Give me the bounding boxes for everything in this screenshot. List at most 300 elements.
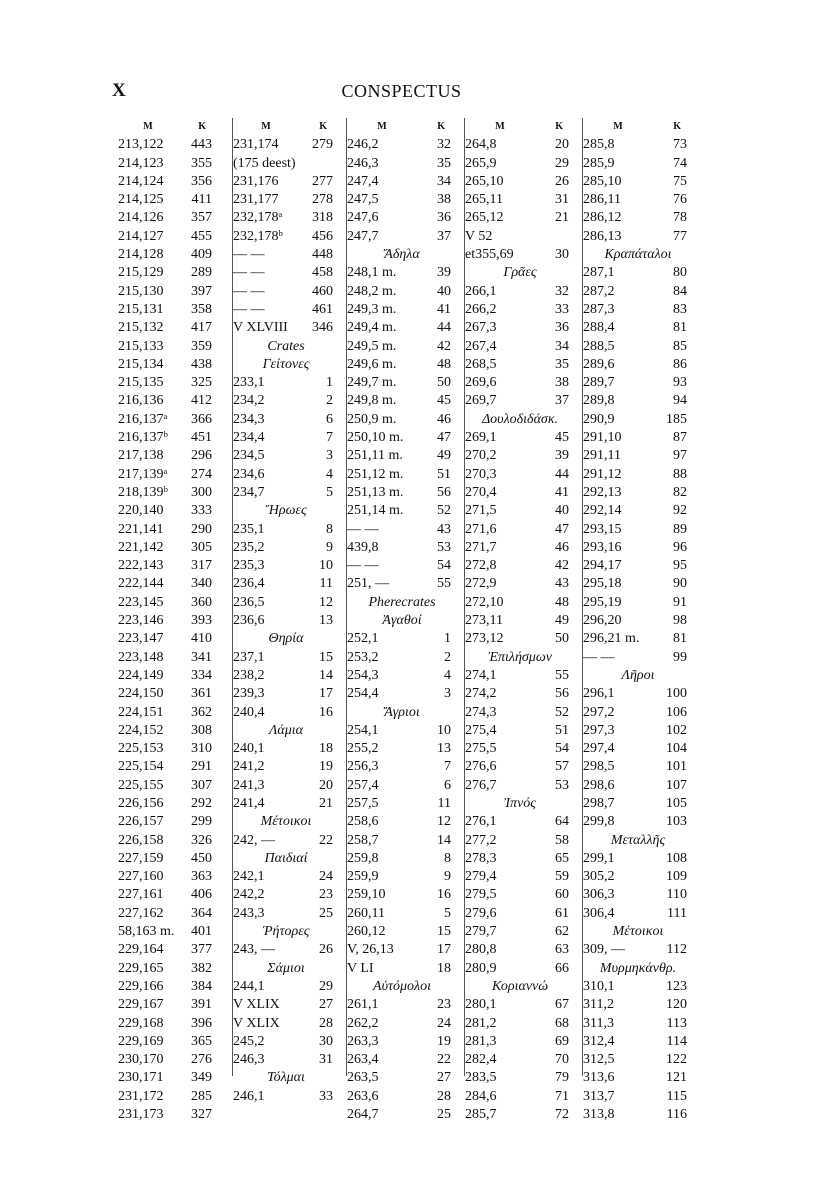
m-reference: 263,3 (347, 1033, 379, 1049)
m-reference: 285,10 (583, 173, 622, 189)
k-number: 6 (326, 411, 333, 427)
concordance-row (583, 447, 693, 465)
k-number: 290 (191, 521, 212, 537)
k-number: 116 (666, 1107, 687, 1123)
k-number: 26 (555, 173, 569, 189)
concordance-row (465, 960, 575, 978)
m-reference: 237,1 (233, 649, 265, 665)
conspectus-column-1 (118, 118, 218, 1123)
section-heading-text: Λῆροι (621, 667, 655, 683)
m-reference: 231,173 (118, 1107, 164, 1123)
m-reference: 266,2 (465, 301, 497, 317)
m-reference: 295,19 (583, 594, 622, 610)
m-reference: 259,9 (347, 869, 379, 885)
concordance-row (118, 301, 218, 319)
k-number: 3 (326, 448, 333, 464)
m-reference: 249,7 m. (347, 375, 397, 391)
m-reference: 214,126 (118, 210, 164, 226)
m-reference: 255,2 (347, 741, 379, 757)
concordance-row (118, 832, 218, 850)
header-m: M (143, 121, 153, 132)
concordance-row (118, 649, 218, 667)
concordance-row (347, 283, 457, 301)
concordance-row (465, 1088, 575, 1106)
m-reference: 289,7 (583, 375, 615, 391)
m-reference: 231,177 (233, 192, 279, 208)
m-reference: 296,21 m. (583, 631, 640, 647)
k-number: 81 (673, 631, 687, 647)
k-number: 58 (555, 832, 569, 848)
k-number: 279 (312, 137, 333, 153)
m-reference: 249,3 m. (347, 301, 397, 317)
section-heading-text: Παιδιαί (264, 850, 308, 866)
m-reference: 270,3 (465, 466, 497, 482)
m-reference: 226,156 (118, 795, 164, 811)
section-heading-text: Pherecrates (368, 594, 436, 610)
concordance-row (118, 1015, 218, 1033)
k-number: 94 (673, 393, 687, 409)
section-heading-text: Ἄδηλα (384, 247, 420, 263)
m-reference: 264,7 (347, 1107, 379, 1123)
m-reference: 263,6 (347, 1088, 379, 1104)
concordance-row (233, 978, 339, 996)
k-number: 396 (191, 1015, 212, 1031)
m-reference: 252,1 (347, 631, 379, 647)
m-reference: 264,8 (465, 137, 497, 153)
k-number: 17 (437, 942, 451, 958)
m-reference: 272,9 (465, 576, 497, 592)
m-reference: 215,134 (118, 356, 164, 372)
k-number: 289 (191, 265, 212, 281)
k-number: 123 (666, 978, 687, 994)
k-number: 11 (437, 795, 451, 811)
concordance-row (118, 246, 218, 264)
m-reference: 276,1 (465, 814, 497, 830)
k-number: 362 (191, 704, 212, 720)
m-reference: 312,5 (583, 1052, 615, 1068)
m-reference: 271,7 (465, 539, 497, 555)
section-heading-text: Ἰπνός (504, 795, 536, 811)
section-heading (583, 923, 693, 941)
k-number: 14 (437, 832, 451, 848)
k-number: 110 (666, 887, 687, 903)
concordance-row (465, 466, 575, 484)
concordance-row (347, 960, 457, 978)
page-title: CONSPECTUS (341, 81, 462, 101)
m-reference: 276,6 (465, 759, 497, 775)
section-heading-text: Τόλμαι (267, 1070, 305, 1086)
header-k: K (673, 121, 681, 132)
m-reference: 251, — (347, 576, 389, 592)
k-number: 85 (673, 338, 687, 354)
k-number: 108 (666, 850, 687, 866)
m-reference: 292,14 (583, 503, 622, 519)
concordance-row (118, 1033, 218, 1051)
m-reference: 439,8 (347, 539, 379, 555)
m-reference: 280,8 (465, 942, 497, 958)
k-number: 307 (191, 777, 212, 793)
concordance-row (583, 850, 693, 868)
concordance-row (118, 411, 218, 429)
m-reference: 224,150 (118, 686, 164, 702)
concordance-row (583, 704, 693, 722)
m-reference: 246,1 (233, 1088, 265, 1104)
k-number: 106 (666, 704, 687, 720)
m-reference: 238,2 (233, 667, 265, 683)
section-heading (233, 338, 339, 356)
concordance-row (465, 722, 575, 740)
k-number: 11 (319, 576, 333, 592)
concordance-row (347, 1033, 457, 1051)
m-reference: 227,160 (118, 869, 164, 885)
concordance-row (118, 996, 218, 1014)
section-heading (233, 722, 339, 740)
m-reference: 223,147 (118, 631, 164, 647)
section-heading (465, 795, 575, 813)
section-heading-text: Crates (267, 338, 305, 354)
k-number: 341 (191, 649, 212, 665)
k-number: 38 (437, 192, 451, 208)
concordance-row (118, 502, 218, 520)
k-number: 24 (319, 869, 333, 885)
m-reference: — — (583, 649, 615, 665)
m-reference: 215,131 (118, 301, 164, 317)
concordance-row (347, 374, 457, 392)
concordance-row (233, 905, 339, 923)
m-reference: 213,122 (118, 137, 164, 153)
m-reference: 215,135 (118, 375, 164, 391)
k-number: 74 (673, 155, 687, 171)
k-number: 37 (555, 393, 569, 409)
section-heading (347, 704, 457, 722)
m-reference: 299,1 (583, 850, 615, 866)
k-number: 18 (437, 960, 451, 976)
k-number: 35 (555, 356, 569, 372)
m-reference: 251,13 m. (347, 484, 404, 500)
m-reference: 235,1 (233, 521, 265, 537)
concordance-row (465, 209, 575, 227)
section-heading-text: Ἀγαθοί (382, 613, 422, 629)
m-reference: 257,5 (347, 795, 379, 811)
k-number: 111 (667, 905, 687, 921)
concordance-row (583, 1015, 693, 1033)
k-number: 29 (555, 155, 569, 171)
k-number: 77 (673, 228, 687, 244)
concordance-row (118, 466, 218, 484)
section-heading (465, 411, 575, 429)
k-number: 67 (555, 997, 569, 1013)
concordance-row (347, 173, 457, 191)
concordance-row (583, 996, 693, 1014)
m-reference: 262,2 (347, 1015, 379, 1031)
k-number: 23 (437, 997, 451, 1013)
concordance-row (118, 374, 218, 392)
k-number: 8 (444, 850, 451, 866)
m-reference: 248,2 m. (347, 283, 397, 299)
section-heading (233, 1069, 339, 1087)
concordance-row (347, 923, 457, 941)
k-number: 30 (555, 247, 569, 263)
concordance-row (465, 886, 575, 904)
m-reference: 265,10 (465, 173, 504, 189)
k-number: 401 (191, 924, 212, 940)
m-reference: 269,1 (465, 430, 497, 446)
m-reference: 293,16 (583, 539, 622, 555)
k-number: 417 (191, 320, 212, 336)
concordance-row (233, 996, 339, 1014)
concordance-row (233, 484, 339, 502)
k-number: 49 (555, 613, 569, 629)
k-number: 44 (555, 466, 569, 482)
concordance-row (118, 795, 218, 813)
k-number: 41 (437, 301, 451, 317)
k-number: 61 (555, 905, 569, 921)
m-reference: 229,164 (118, 942, 164, 958)
concordance-row (118, 886, 218, 904)
k-number: 64 (555, 814, 569, 830)
k-number: 80 (673, 265, 687, 281)
m-reference: 288,5 (583, 338, 615, 354)
concordance-row (118, 392, 218, 410)
section-heading (233, 960, 339, 978)
m-reference: 242, — (233, 832, 275, 848)
k-number: 65 (555, 850, 569, 866)
concordance-row (465, 832, 575, 850)
concordance-row (347, 722, 457, 740)
concordance-row (583, 392, 693, 410)
k-number: 412 (191, 393, 212, 409)
m-reference: 254,3 (347, 667, 379, 683)
concordance-row (347, 905, 457, 923)
concordance-row (583, 411, 693, 429)
k-number: 410 (191, 631, 212, 647)
section-heading (583, 667, 693, 685)
column-header (583, 118, 693, 136)
section-heading-text: Δουλοδιδάσκ. (481, 411, 559, 427)
m-reference: 222,143 (118, 558, 164, 574)
k-number: 292 (191, 795, 212, 811)
k-number: 3 (444, 686, 451, 702)
section-heading (347, 978, 457, 996)
concordance-row (118, 575, 218, 593)
concordance-row (465, 447, 575, 465)
m-reference: 236,4 (233, 576, 265, 592)
k-number: 54 (555, 741, 569, 757)
k-number: 42 (437, 338, 451, 354)
k-number: 333 (191, 503, 212, 519)
concordance-row (118, 209, 218, 227)
m-reference: 246,3 (347, 155, 379, 171)
k-number: 49 (437, 448, 451, 464)
concordance-row (465, 923, 575, 941)
conspectus-column-3 (346, 118, 457, 1123)
k-number: 31 (319, 1052, 333, 1068)
concordance-row (347, 136, 457, 154)
concordance-row (118, 173, 218, 191)
k-number (539, 228, 575, 246)
m-reference: 278,3 (465, 850, 497, 866)
concordance-row (233, 1033, 339, 1051)
concordance-row (118, 136, 218, 154)
m-reference: 223,145 (118, 594, 164, 610)
k-number: 409 (191, 247, 212, 263)
k-number: 59 (555, 869, 569, 885)
m-reference: 249,5 m. (347, 338, 397, 354)
m-reference: 231,172 (118, 1088, 164, 1104)
concordance-row (583, 1069, 693, 1087)
m-reference: 283,5 (465, 1070, 497, 1086)
m-reference: 275,5 (465, 741, 497, 757)
concordance-row (583, 1088, 693, 1106)
k-number: 21 (555, 210, 569, 226)
m-reference: 235,3 (233, 558, 265, 574)
concordance-row (233, 740, 339, 758)
concordance-row (583, 1051, 693, 1069)
section-heading (233, 923, 339, 941)
m-reference: 250,10 m. (347, 430, 404, 446)
column-header (347, 118, 457, 136)
k-number: 305 (191, 539, 212, 555)
m-reference: 289,6 (583, 356, 615, 372)
k-number (303, 155, 339, 173)
k-number: 70 (555, 1052, 569, 1068)
m-reference: 305,2 (583, 869, 615, 885)
k-number: 87 (673, 430, 687, 446)
concordance-row (118, 1051, 218, 1069)
k-number: 334 (191, 667, 212, 683)
m-reference: 276,7 (465, 777, 497, 793)
concordance-row (233, 392, 339, 410)
k-number: 72 (555, 1107, 569, 1123)
concordance-row (465, 685, 575, 703)
concordance-row (233, 575, 339, 593)
concordance-row (118, 685, 218, 703)
m-reference: 313,6 (583, 1070, 615, 1086)
k-number: 82 (673, 484, 687, 500)
k-number: 277 (312, 173, 333, 189)
m-reference: 216,136 (118, 393, 164, 409)
m-reference: 266,1 (465, 283, 497, 299)
concordance-row (583, 521, 693, 539)
concordance-row (347, 667, 457, 685)
k-number: 109 (666, 869, 687, 885)
k-number: 359 (191, 338, 212, 354)
concordance-row (233, 777, 339, 795)
concordance-row (347, 795, 457, 813)
m-reference: 214,123 (118, 155, 164, 171)
concordance-row (118, 813, 218, 831)
k-number: 460 (312, 283, 333, 299)
k-number: 346 (312, 320, 333, 336)
m-reference: 231,174 (233, 137, 279, 153)
m-reference: 226,157 (118, 814, 164, 830)
k-number: 98 (673, 613, 687, 629)
m-reference: 284,6 (465, 1088, 497, 1104)
m-reference: 289,8 (583, 393, 615, 409)
k-number: 391 (191, 997, 212, 1013)
m-reference: 227,159 (118, 850, 164, 866)
m-reference: 236,5 (233, 594, 265, 610)
m-reference: 306,3 (583, 887, 615, 903)
concordance-row (118, 667, 218, 685)
m-reference: 279,5 (465, 887, 497, 903)
m-reference: 217,138 (118, 448, 164, 464)
k-number: 52 (555, 704, 569, 720)
concordance-row (118, 264, 218, 282)
k-number: 46 (437, 411, 451, 427)
k-number: 308 (191, 722, 212, 738)
k-number: 43 (437, 521, 451, 537)
concordance-row (233, 209, 339, 227)
m-reference: 221,141 (118, 521, 164, 537)
concordance-row (583, 777, 693, 795)
m-reference: 227,161 (118, 887, 164, 903)
concordance-row (583, 173, 693, 191)
k-number: 411 (191, 192, 212, 208)
concordance-row (465, 136, 575, 154)
m-reference: 299,8 (583, 814, 615, 830)
m-reference: 279,7 (465, 924, 497, 940)
m-reference: 297,2 (583, 704, 615, 720)
concordance-row (347, 447, 457, 465)
concordance-row (465, 704, 575, 722)
k-number: 40 (437, 283, 451, 299)
k-number: 95 (673, 558, 687, 574)
m-reference: 247,7 (347, 228, 379, 244)
m-reference: 287,1 (583, 265, 615, 281)
concordance-row (583, 594, 693, 612)
m-reference: 287,3 (583, 301, 615, 317)
m-reference: 221,142 (118, 539, 164, 555)
section-heading (233, 630, 339, 648)
section-heading (465, 649, 575, 667)
concordance-row (465, 941, 575, 959)
concordance-row (465, 484, 575, 502)
concordance-row (118, 228, 218, 246)
k-number: 112 (666, 942, 687, 958)
concordance-row (233, 557, 339, 575)
concordance-row (465, 155, 575, 173)
k-number: 2 (326, 393, 333, 409)
k-number: 28 (319, 1015, 333, 1031)
k-number: 317 (191, 558, 212, 574)
m-reference: 240,4 (233, 704, 265, 720)
k-number: 1 (444, 631, 451, 647)
concordance-row (583, 484, 693, 502)
m-reference: 233,1 (233, 375, 265, 391)
m-reference: — — (347, 521, 379, 537)
concordance-row (233, 411, 339, 429)
concordance-row (583, 630, 693, 648)
k-number: 43 (555, 576, 569, 592)
column-header (465, 118, 575, 136)
k-number: 63 (555, 942, 569, 958)
concordance-row (465, 813, 575, 831)
section-heading-text: Κραπάταλοι (604, 247, 672, 263)
concordance-row (233, 868, 339, 886)
m-reference: 279,6 (465, 905, 497, 921)
concordance-row (118, 447, 218, 465)
k-number: 16 (319, 704, 333, 720)
concordance-row (347, 868, 457, 886)
concordance-row (465, 594, 575, 612)
concordance-row (465, 356, 575, 374)
k-number: 46 (555, 539, 569, 555)
k-number: 41 (555, 484, 569, 500)
k-number: 296 (191, 448, 212, 464)
k-number: 39 (555, 448, 569, 464)
k-number: 50 (555, 631, 569, 647)
